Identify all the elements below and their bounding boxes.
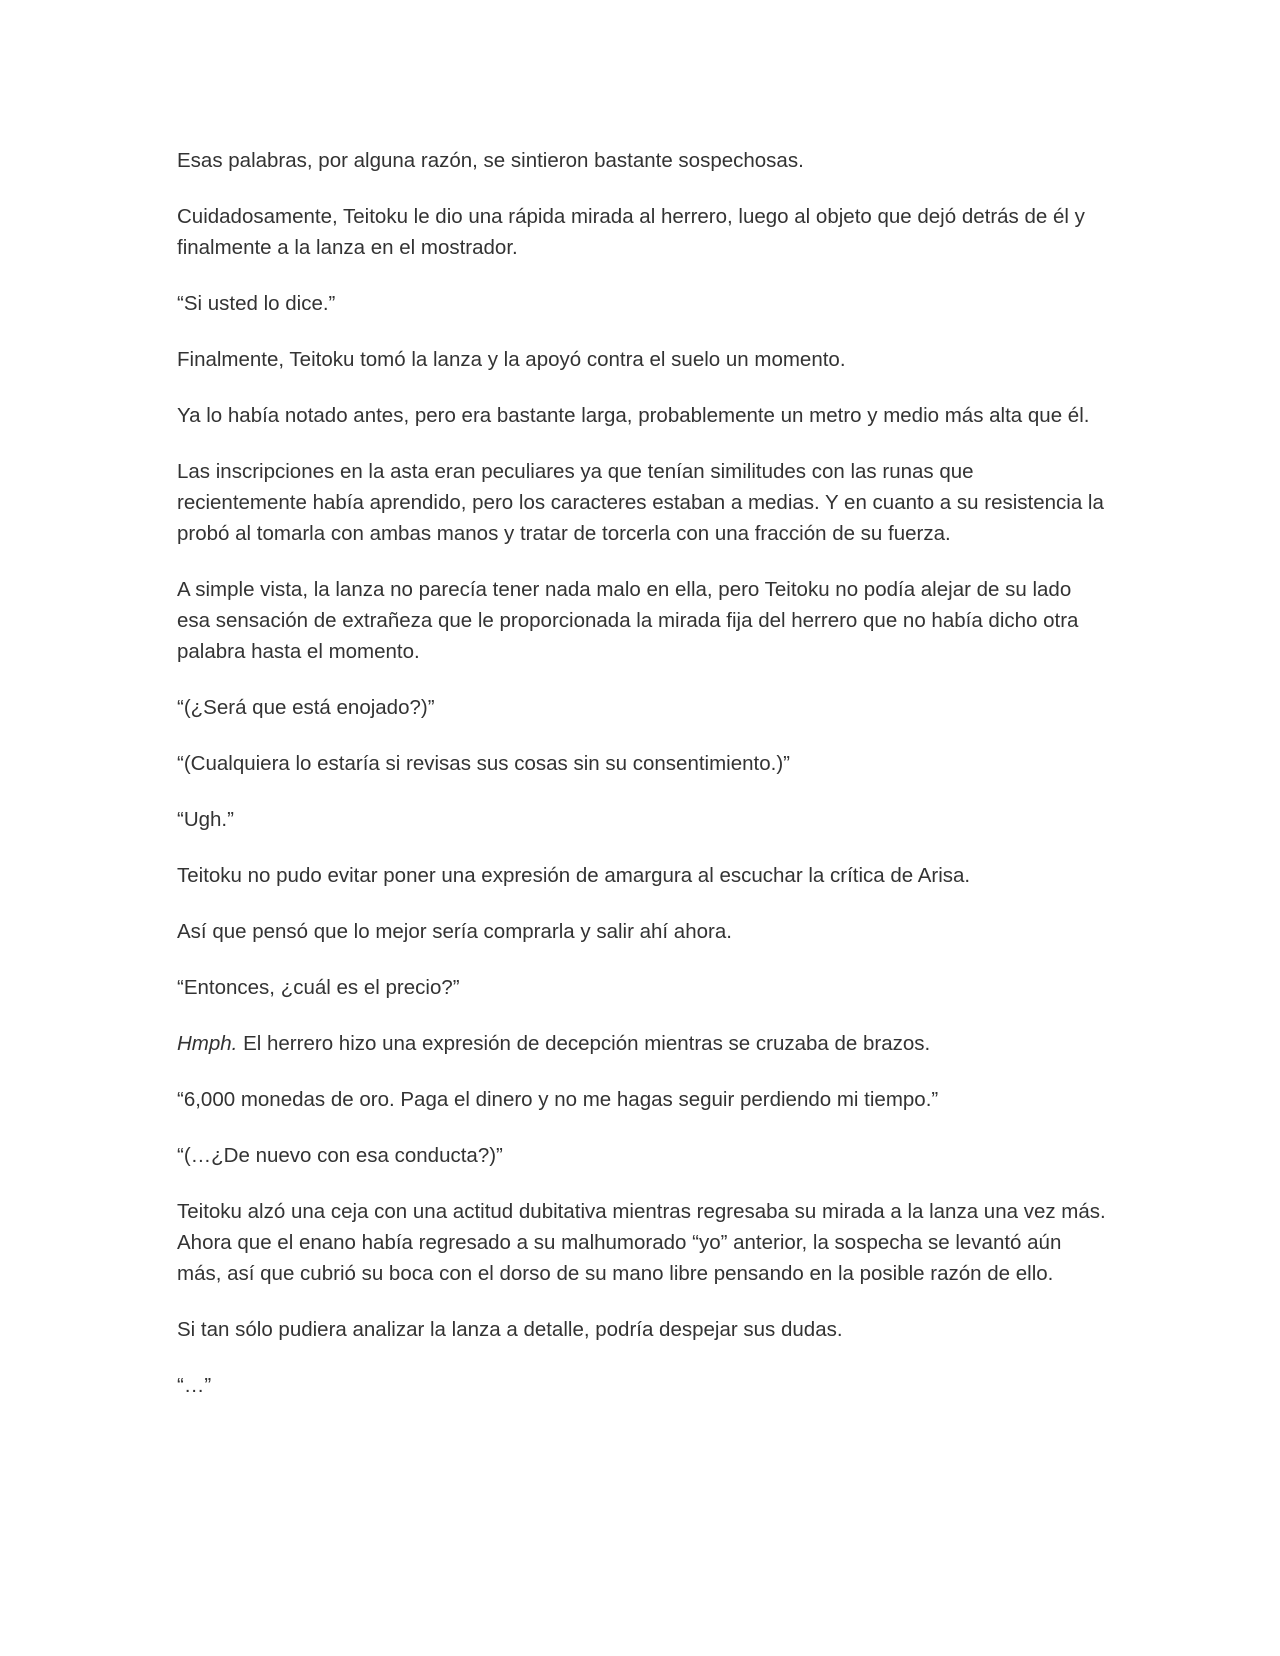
- paragraph-4: Finalmente, Teitoku tomó la lanza y la apoyó contra el suelo un momento.: [177, 348, 846, 371]
- paragraph-8: “(¿Será que está enojado?)”: [177, 696, 435, 719]
- paragraph-15: “6,000 monedas de oro. Paga el dinero y no me hagas seguir perdiendo mi tiempo.”: [177, 1088, 939, 1111]
- paragraph-5: Ya lo había notado antes, pero era bastante larga, probablemente un metro y medio más alta que él.: [177, 404, 1090, 427]
- paragraph-7: A simple vista, la lanza no parecía tener nada malo en ella, pero Teitoku no podía alejar de su lado esa sensación de extrañeza que le proporcionada la mirada fija del herrero que no había dicho otra palabra hasta el momento.: [177, 578, 1079, 663]
- paragraph-11: Teitoku no pudo evitar poner una expresión de amargura al escuchar la crítica de Arisa.: [177, 864, 971, 887]
- paragraph-16: “(…¿De nuevo con esa conducta?)”: [177, 1144, 503, 1167]
- paragraph-6: Las inscripciones en la asta eran peculiares ya que tenían similitudes con las runas que recientemente había aprendido, pero los caracteres estaban a medias. Y en cuanto a su resistencia la probó al tomarla con ambas manos y tratar de torcerla con una fracción de su fuerza.: [177, 460, 1104, 545]
- paragraph-13: “Entonces, ¿cuál es el precio?”: [177, 976, 460, 999]
- paragraph-19: “…”: [177, 1374, 212, 1397]
- paragraph-9: “(Cualquiera lo estaría si revisas sus cosas sin su consentimiento.)”: [177, 752, 790, 775]
- paragraph-12: Así que pensó que lo mejor sería comprarla y salir ahí ahora.: [177, 920, 732, 943]
- paragraph-10: “Ugh.”: [177, 808, 234, 831]
- paragraph-2: Cuidadosamente, Teitoku le dio una rápida mirada al herrero, luego al objeto que dejó detrás de él y finalmente a la lanza en el mostrador.: [177, 205, 1085, 259]
- paragraph-1: Esas palabras, por alguna razón, se sintieron bastante sospechosas.: [177, 149, 804, 172]
- paragraph-18: Si tan sólo pudiera analizar la lanza a detalle, podría despejar sus dudas.: [177, 1318, 843, 1341]
- document-body: [177, 145, 1107, 1426]
- paragraph-17: Teitoku alzó una ceja con una actitud dubitativa mientras regresaba su mirada a la lanza una vez más. Ahora que el enano había regresado a su malhumorado “yo” anterior, la sospecha se levantó aún más, así que cubrió su boca con el dorso de su mano libre pensando en la posible razón de ello.: [177, 1200, 1106, 1285]
- paragraph-3: “Si usted lo dice.”: [177, 292, 336, 315]
- paragraph-14-text: El herrero hizo una expresión de decepción mientras se cruzaba de brazos.: [237, 1032, 931, 1055]
- paragraph-14: [177, 1028, 1107, 1059]
- paragraph-14-italic: Hmph.: [177, 1032, 238, 1055]
